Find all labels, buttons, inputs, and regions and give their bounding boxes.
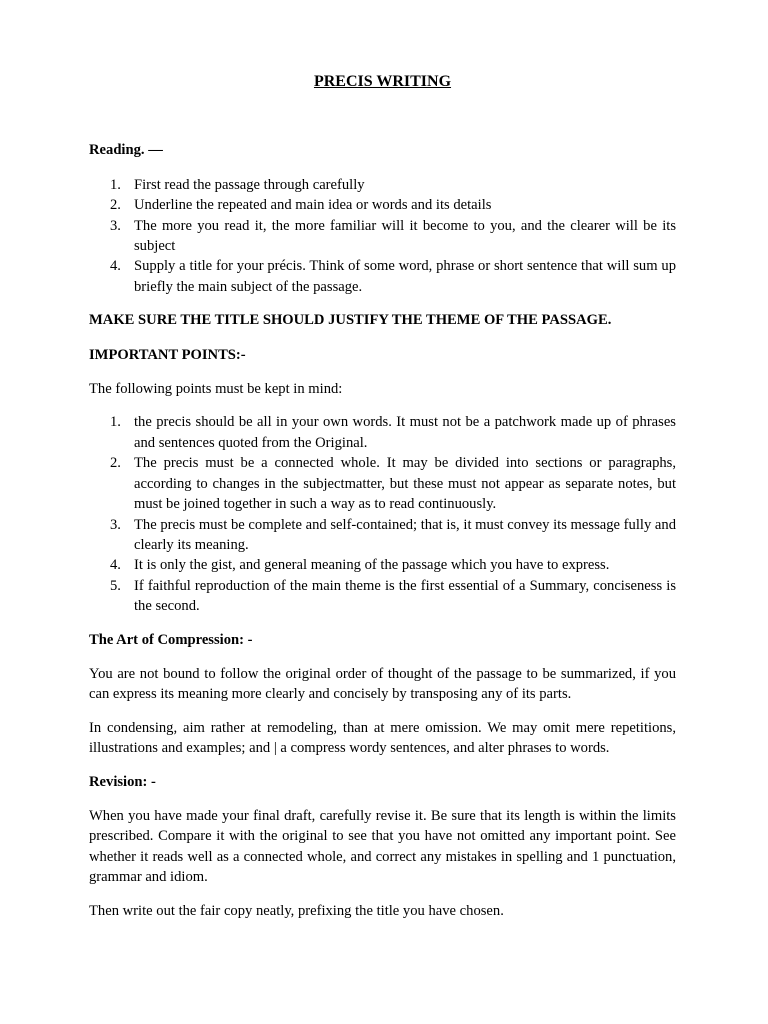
important-points-heading: IMPORTANT POINTS:- bbox=[89, 346, 246, 363]
reading-list bbox=[89, 175, 676, 297]
document-body bbox=[89, 72, 676, 934]
revision-heading: Revision: - bbox=[89, 773, 156, 790]
list-item: 2. The precis must be a connected whole. It may be divided into sections or paragraphs, according to changes in the subjectmatter, but these must not appear as separate notes, but must be joined together in such a way as to read continuously. bbox=[110, 455, 676, 513]
compression-heading: The Art of Compression: - bbox=[89, 631, 253, 648]
list-item: 4. Supply a title for your précis. Think of some word, phrase or short sentence that will sum up briefly the main subject of the passage. bbox=[110, 258, 676, 295]
important-points-list bbox=[89, 412, 676, 616]
list-item: 3. The more you read it, the more familiar will it become to you, and the clearer will be its subject bbox=[110, 217, 676, 255]
important-points-intro: The following points must be kept in mind: bbox=[89, 381, 343, 398]
list-item: 1. the precis should be all in your own words. It must not be a patchwork made up of phrases and sentences quoted from the Original. bbox=[110, 414, 676, 451]
reading-heading: Reading. — bbox=[89, 142, 163, 159]
list-item: 3. The precis must be complete and self-contained; that is, it must convey its message fully and clearly its meaning. bbox=[110, 516, 676, 553]
page-title: PRECIS WRITING bbox=[313, 73, 452, 90]
list-item: 1. First read the passage through carefully bbox=[110, 176, 365, 193]
emphasis-line: MAKE SURE THE TITLE SHOULD JUSTIFY THE THEME OF THE PASSAGE. bbox=[89, 312, 612, 329]
revision-paragraph: When you have made your final draft, carefully revise it. Be sure that its length is within the limits prescribed. Compare it with the original to see that you have not omitted any important point. See whether it reads well as a connected whole, and correct any mistakes in spelling and 1 punctuation, grammar and idiom. bbox=[89, 807, 676, 886]
list-item: 5. If faithful reproduction of the main theme is the first essential of a Summary, conciseness is the second. bbox=[110, 577, 676, 615]
compression-paragraph: In condensing, aim rather at remodeling, than at mere omission. We may omit mere repetitions, illustrations and examples; and | a compress wordy sentences, and alter phrases to words. bbox=[89, 719, 676, 757]
list-item: 2. Underline the repeated and main idea or words and its details bbox=[110, 197, 492, 214]
compression-paragraph: You are not bound to follow the original order of thought of the passage to be summarized, if you can express its meaning more clearly and concisely by transposing any of its parts. bbox=[89, 665, 676, 703]
list-item: 4. It is only the gist, and general meaning of the passage which you have to express. bbox=[110, 557, 610, 574]
revision-paragraph: Then write out the fair copy neatly, prefixing the title you have chosen. bbox=[89, 902, 504, 919]
